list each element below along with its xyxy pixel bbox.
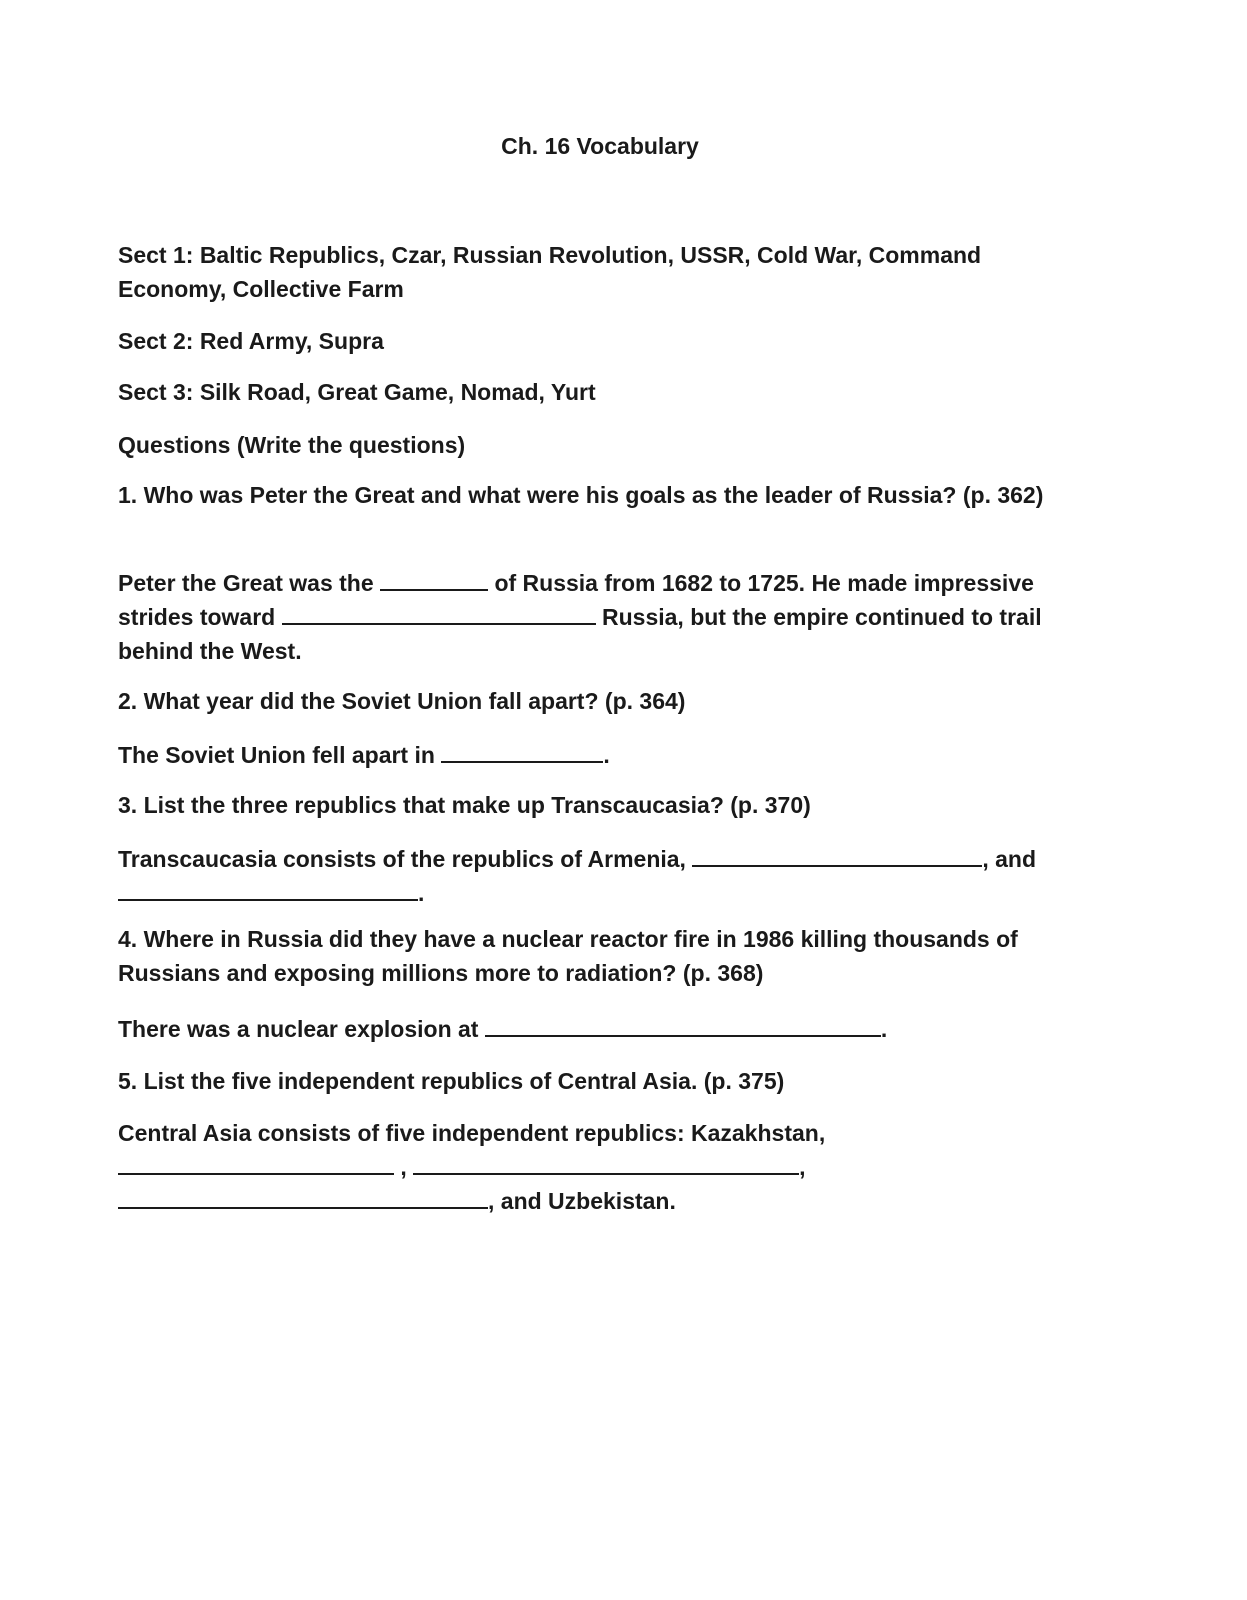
question-3: 3. List the three republics that make up Transcaucasia? (p. 370) <box>118 792 811 818</box>
question-4: 4. Where in Russia did they have a nuclear reactor fire in 1986 killing thousands of Russians and exposing millions more to radiation? (p. 368) <box>118 926 1018 986</box>
answer-5-blank-3[interactable] <box>118 1187 488 1209</box>
answer-4-period: . <box>880 1016 888 1042</box>
answer-5-text-a: Central Asia consists of five independent republics: Kazakhstan, <box>118 1120 826 1146</box>
question-2: 2. What year did the Soviet Union fall apart? (p. 364) <box>118 688 686 714</box>
answer-3-blank-2[interactable] <box>118 879 418 901</box>
page-title: Ch. 16 Vocabulary <box>501 133 699 159</box>
answer-1-blank-2[interactable] <box>282 603 596 625</box>
answer-1-text-c: Russia, but the empire continued to trail behind the West. <box>118 604 1042 664</box>
answer-4-text-a: There was a nuclear explosion at <box>118 1016 479 1042</box>
vocab-sect-3: Sect 3: Silk Road, Great Game, Nomad, Yurt <box>118 379 596 405</box>
question-1: 1. Who was Peter the Great and what were his goals as the leader of Russia? (p. 362) <box>118 482 1044 508</box>
answer-5-sep-2: , <box>799 1154 806 1180</box>
questions-heading: Questions (Write the questions) <box>118 432 466 458</box>
answer-5 <box>118 1116 1078 1218</box>
answer-5-sep-1: , <box>400 1154 407 1180</box>
answer-1 <box>118 566 1078 668</box>
question-5: 5. List the five independent republics of Central Asia. (p. 375) <box>118 1068 785 1094</box>
answer-2-period: . <box>603 742 610 768</box>
answer-5-text-end: , and Uzbekistan. <box>488 1188 676 1214</box>
vocab-sect-2: Sect 2: Red Army, Supra <box>118 328 384 354</box>
answer-3-period: . <box>418 880 425 906</box>
answer-3-text-b: , and <box>982 846 1037 872</box>
answer-2 <box>118 738 1078 772</box>
vocab-sect-1: Sect 1: Baltic Republics, Czar, Russian Revolution, USSR, Cold War, Command Economy, Collective Farm <box>118 242 982 302</box>
answer-3-text-a: Transcaucasia consists of the republics of Armenia, <box>118 846 686 872</box>
answer-4 <box>118 1012 1078 1046</box>
answer-3-blank-1[interactable] <box>692 845 982 867</box>
answer-5-blank-1[interactable] <box>118 1153 394 1175</box>
answer-3 <box>118 842 1078 910</box>
answer-5-blank-2[interactable] <box>413 1153 799 1175</box>
answer-1-text-b: of Russia from 1682 to 1725. He made impressive strides toward <box>118 570 1034 630</box>
answer-1-text-a: Peter the Great was the <box>118 570 374 596</box>
answer-2-text-a: The Soviet Union fell apart in <box>118 742 435 768</box>
answer-4-blank-1[interactable] <box>485 1015 881 1037</box>
answer-1-blank-1[interactable] <box>380 569 488 591</box>
answer-2-blank-1[interactable] <box>441 741 603 763</box>
